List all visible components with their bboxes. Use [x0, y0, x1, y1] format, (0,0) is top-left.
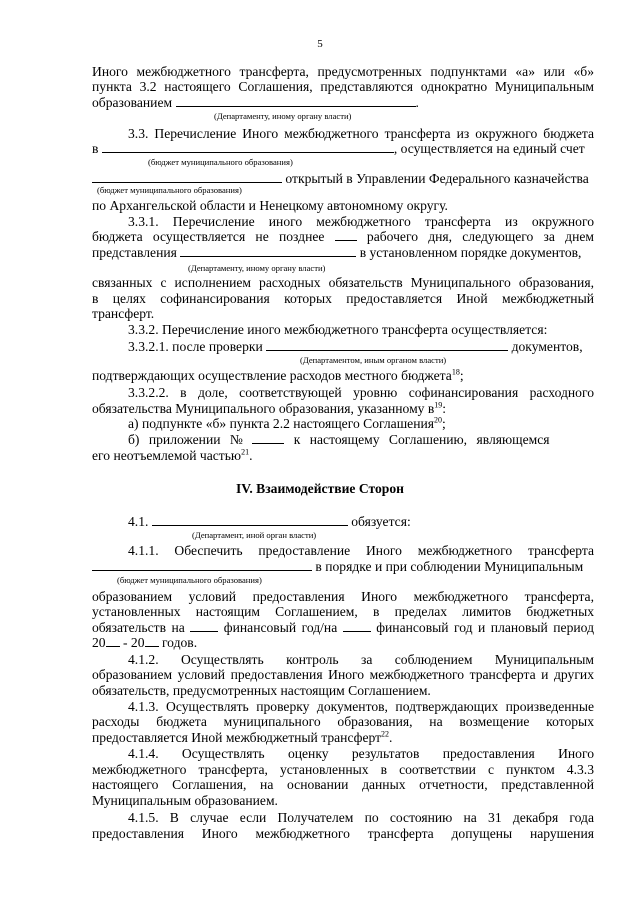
page-number: 5 [317, 38, 323, 50]
text-line: в порядке и при соблюдении Муниципальным [92, 559, 594, 574]
text-line: межбюджетного трансферта, установленных в соответствии с пунктом 4.3.3 [92, 762, 594, 777]
text-line: 20 - 20 годов. [92, 635, 198, 650]
section-heading: IV. Взаимодействие Сторон [236, 481, 404, 496]
text-line: 4.1.1. Обеспечить предоставление Иного межбюджетного трансферта [128, 543, 594, 558]
text-line: связанных с исполнением расходных обязательств Муниципального образования, [92, 275, 594, 290]
text-line: расходы бюджета муниципального образования, на возмещение которых [92, 714, 594, 729]
text-line: обязательств, предусмотренных настоящим Соглашением. [92, 683, 431, 698]
text-line: пункта 3.2 настоящего Соглашения, представляются однократно Муниципальным [92, 79, 594, 94]
blank-field [266, 339, 508, 351]
text-line: 3.3.1. Перечисление иного межбюджетного трансферта из окружного [128, 214, 594, 229]
text-line: 4.1.3. Осуществлять проверку документов, подтверждающих произведенные [128, 699, 594, 714]
blank-field [92, 559, 312, 571]
text-line: его неотъемлемой частью$^{21}$. [92, 447, 253, 463]
field-caption: (Департаменту, иному органу власти) [214, 111, 352, 121]
blank-field [102, 141, 394, 153]
text-line: 4.1. обязуется: [128, 514, 411, 529]
text-line: образованием условий предоставления Иного межбюджетного трансферта и других [92, 667, 594, 682]
text-line: в целях софинансирования которых предоставляется Иной межбюджетный [92, 291, 594, 306]
text-line: открытый в Управлении Федерального казначейства [92, 171, 594, 186]
text-line: образованием . [92, 95, 419, 110]
text-line: представления в установленном порядке документов, [92, 245, 582, 260]
blank-field [106, 635, 120, 647]
text-line: бюджета осуществляется не позднее рабочего дня, следующего за днем [92, 229, 595, 244]
text-line: по Архангельской области и Ненецкому автономному округу. [92, 198, 448, 213]
text-line: предоставляется Иной межбюджетный трансферт$^{22}$. [92, 729, 393, 745]
field-caption: (Департаментом, иным органом власти) [300, 355, 447, 365]
blank-field [176, 95, 416, 107]
field-caption: (бюджет муниципального образования) [148, 157, 293, 167]
text-line: обязательств на финансовый год/на финансовый год и плановый период [92, 620, 594, 635]
text-line: предоставления Иного межбюджетного трансферта допущены нарушения [92, 826, 594, 841]
blank-field [343, 620, 371, 632]
text-line: б) приложении № к настоящему Соглашению, являющемся [128, 432, 550, 447]
blank-field [252, 432, 284, 444]
field-caption: (Департамент, иной орган власти) [192, 530, 317, 540]
text-line: 3.3.2.2. в доле, соответствующей уровню софинансирования расходного [128, 385, 594, 400]
field-caption: (Департаменту, иному органу власти) [188, 263, 326, 273]
text-line: подтверждающих осуществление расходов местного бюджета$^{18}$; [92, 367, 464, 383]
blank-field [145, 635, 159, 647]
blank-field [180, 245, 356, 257]
blank-field [190, 620, 218, 632]
text-line: Иного межбюджетного трансферта, предусмотренных подпунктами «а» или «б» [92, 64, 594, 79]
blank-field [152, 514, 348, 526]
text-line: 4.1.2. Осуществлять контроль за соблюдением Муниципальным [128, 652, 594, 667]
text-line: трансферт. [92, 306, 155, 321]
field-caption: (бюджет муниципального образования) [97, 185, 242, 195]
text-line: а) подпункте «б» пункта 2.2 настоящего Соглашения$^{20}$; [128, 415, 446, 431]
text-line: 3.3.2. Перечисление иного межбюджетного трансферта осуществляется: [128, 322, 548, 337]
text-line: настоящего Соглашения, на основании данных отчетности, представленной [92, 777, 594, 792]
blank-field [92, 171, 282, 183]
text-line: образованием условий предоставления Иного межбюджетного трансферта, [92, 589, 594, 604]
text-line: установленных настоящим Соглашением, в пределах лимитов бюджетных [92, 604, 594, 619]
text-line: 3.3. Перечисление Иного межбюджетного трансферта из окружного бюджета [128, 126, 594, 141]
text-line: 3.3.2.1. после проверки документов, [128, 339, 583, 354]
text-line: в , осуществляется на единый счет [92, 141, 585, 156]
text-line: 4.1.5. В случае если Получателем по состоянию на 31 декабря года [128, 810, 594, 825]
text-line: обязательства Муниципального образования, указанному $в^{19}$: [92, 400, 447, 416]
text-line: Муниципальным образованием. [92, 793, 278, 808]
text-line: 4.1.4. Осуществлять оценку результатов предоставления Иного [128, 746, 594, 761]
blank-field [335, 229, 357, 241]
field-caption: (бюджет муниципального образования) [117, 575, 262, 585]
